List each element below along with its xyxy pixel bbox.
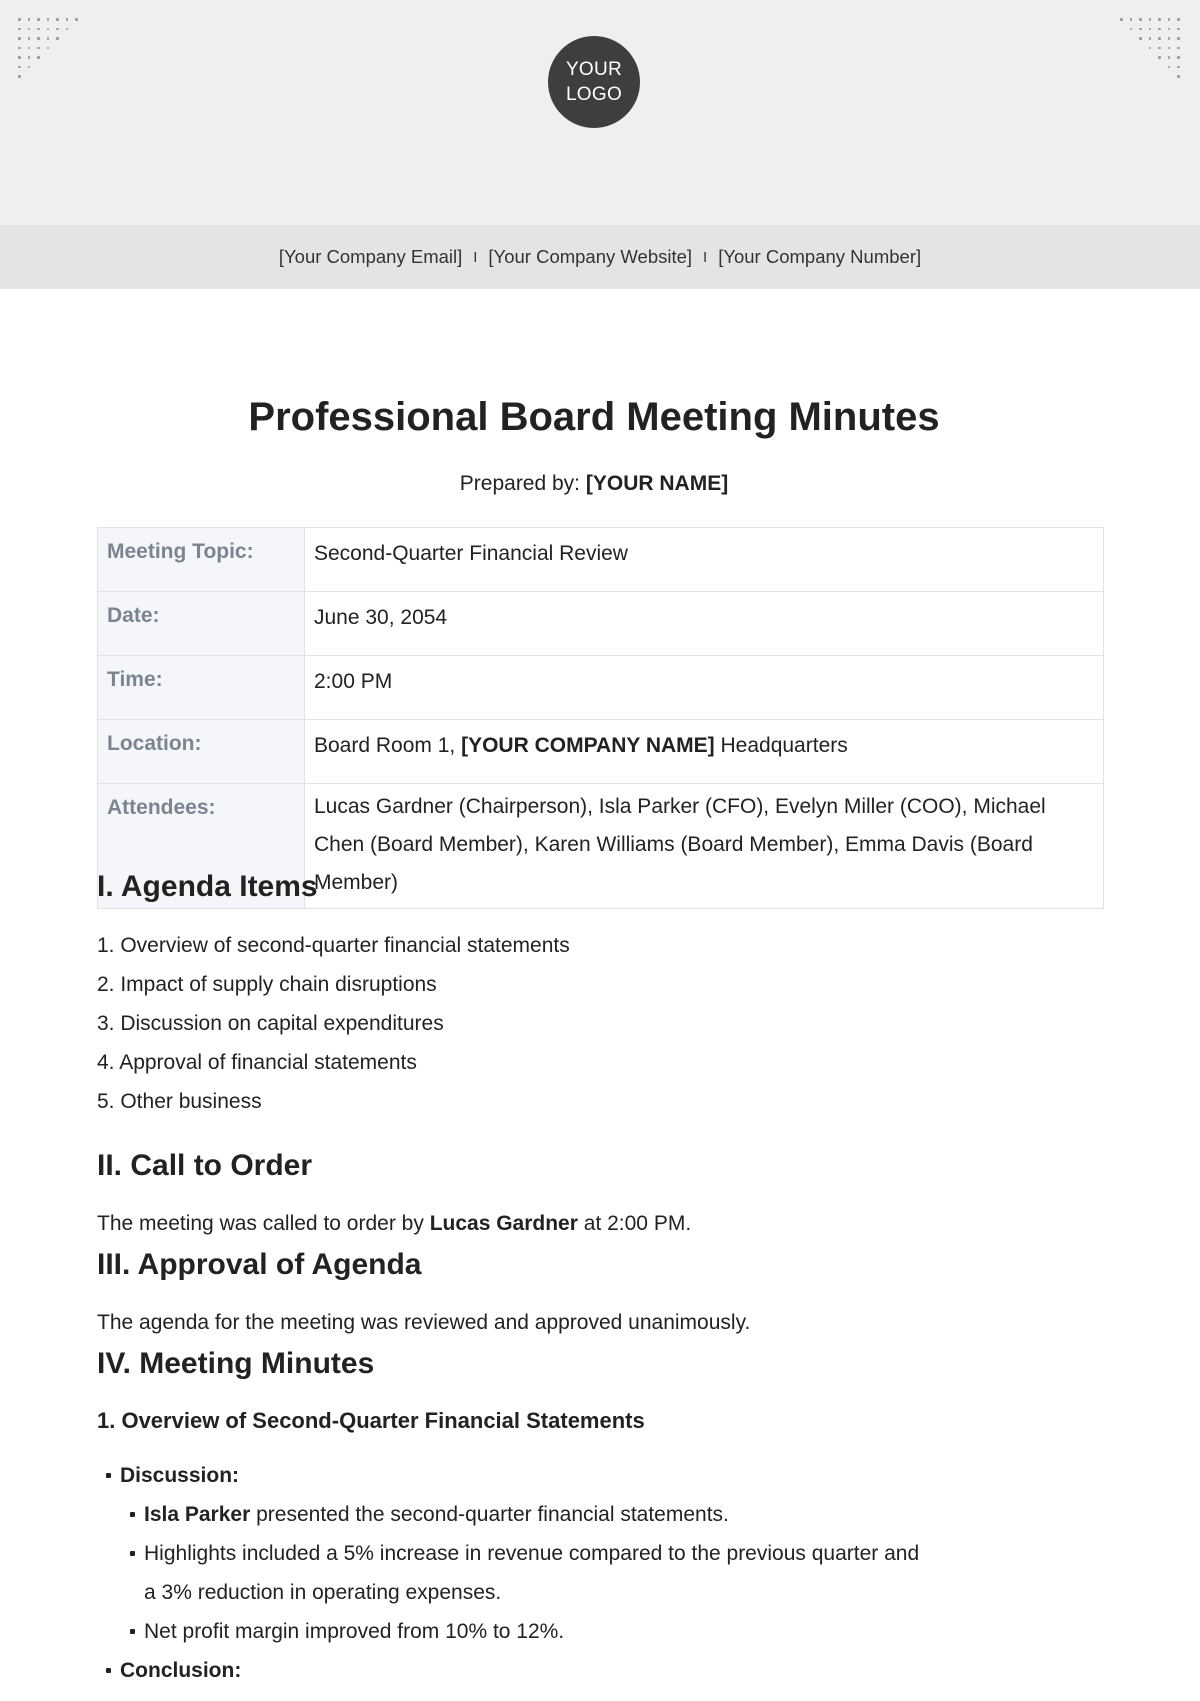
date-label: Date:	[98, 592, 305, 656]
discussion-item-continuation: a 3% reduction in operating expenses.	[144, 1581, 502, 1604]
call-to-order-text	[97, 1212, 691, 1236]
list-item: 5. Other business	[97, 1090, 262, 1113]
time-value: 2:00 PM	[305, 656, 1104, 720]
logo-text-line1: YOUR	[565, 59, 623, 80]
decorative-dot	[1149, 28, 1152, 31]
decorative-dot	[1177, 37, 1180, 40]
decorative-dot	[1168, 56, 1171, 59]
decorative-dot	[1177, 75, 1180, 78]
discussion-item: Highlights included a 5% increase in revenue compared to the previous quarter and	[144, 1534, 919, 1573]
decorative-dot	[1177, 18, 1180, 21]
discussion-text: presented the second-quarter financial statements.	[256, 1503, 729, 1526]
decorative-dot	[47, 37, 50, 40]
call-prefix: The meeting was called to order by	[97, 1212, 424, 1235]
discussion-person: Isla Parker	[144, 1503, 251, 1526]
decorative-dot	[56, 18, 59, 21]
meeting-info-table	[97, 527, 1104, 909]
prepared-by-name: [YOUR NAME]	[585, 472, 729, 495]
decorative-dot	[37, 56, 40, 59]
location-suffix: Headquarters	[720, 734, 848, 757]
table-row	[98, 592, 1104, 656]
decorative-dot	[1139, 28, 1142, 31]
table-row	[98, 528, 1104, 592]
decorative-dot	[1149, 47, 1152, 50]
location-value	[305, 720, 1104, 784]
decorative-dot	[28, 56, 31, 59]
decorative-dot	[28, 37, 31, 40]
location-company: [YOUR COMPANY NAME]	[461, 734, 715, 757]
meeting-minutes-heading: IV. Meeting Minutes	[97, 1347, 375, 1380]
decorative-dot	[1139, 18, 1142, 21]
discussion-item: Net profit margin improved from 10% to 12%.	[144, 1612, 564, 1651]
attendees-label: Attendees:	[98, 784, 305, 909]
decorative-dot	[56, 28, 59, 31]
contact-separator: I	[703, 248, 708, 266]
call-suffix: at 2:00 PM.	[583, 1212, 692, 1235]
list-item: 1. Overview of second-quarter financial statements	[97, 934, 570, 957]
decorative-dot	[47, 18, 50, 21]
contact-bar	[0, 225, 1200, 289]
decorative-dot	[66, 28, 69, 31]
document-title: Professional Board Meeting Minutes	[248, 395, 940, 439]
decorative-dot	[28, 28, 31, 31]
decorative-dot	[47, 47, 50, 50]
decorative-dot	[75, 18, 78, 21]
decorative-dot	[1130, 18, 1133, 21]
decorative-dot	[1149, 18, 1152, 21]
decorative-dot	[1130, 28, 1133, 31]
header-band	[0, 0, 1200, 225]
list-item: 2. Impact of supply chain disruptions	[97, 973, 437, 996]
minutes-subheading: 1. Overview of Second-Quarter Financial Statements	[97, 1408, 645, 1433]
discussion-label: Discussion:	[120, 1456, 239, 1495]
decorative-dot	[1177, 66, 1180, 69]
list-item: 4. Approval of financial statements	[97, 1051, 417, 1074]
contact-separator: I	[473, 248, 478, 266]
location-prefix: Board Room 1,	[314, 734, 456, 757]
decorative-dot	[18, 56, 21, 59]
location-label: Location:	[98, 720, 305, 784]
agenda-list	[97, 929, 570, 1124]
decorative-dot	[1177, 28, 1180, 31]
decorative-dot	[18, 75, 21, 78]
decorative-dot	[1139, 37, 1142, 40]
decorative-dot	[28, 18, 31, 21]
decorative-dot	[1168, 18, 1171, 21]
call-name: Lucas Gardner	[429, 1212, 578, 1235]
company-logo	[548, 36, 640, 128]
decorative-dot	[1158, 28, 1161, 31]
decorative-dot	[1158, 37, 1161, 40]
decorative-dot	[18, 37, 21, 40]
decorative-dot	[37, 28, 40, 31]
decorative-dot	[18, 18, 21, 21]
decorative-dot	[1177, 47, 1180, 50]
decorative-dot	[1158, 47, 1161, 50]
decorative-dot	[56, 37, 59, 40]
discussion-item	[144, 1495, 729, 1534]
decorative-dot	[28, 47, 31, 50]
decorative-dot	[1168, 66, 1171, 69]
decorative-dot	[1158, 18, 1161, 21]
decorative-dot	[18, 66, 21, 69]
decorative-dot	[47, 28, 50, 31]
decorative-dot	[37, 47, 40, 50]
attendees-value: Lucas Gardner (Chairperson), Isla Parker (CFO), Evelyn Miller (COO), Michael Chen (Board Member), Karen Williams (Board Member), Emma Davis (Board Member)	[305, 784, 1104, 909]
meeting-topic-value: Second-Quarter Financial Review	[305, 528, 1104, 592]
company-email: [Your Company Email]	[278, 246, 463, 267]
date-value: June 30, 2054	[305, 592, 1104, 656]
logo-text-line2: LOGO	[565, 84, 623, 105]
decorative-dot	[1168, 37, 1171, 40]
decorative-dot	[66, 18, 69, 21]
agenda-heading: I. Agenda Items	[97, 870, 318, 903]
decorative-dot	[28, 66, 31, 69]
table-row	[98, 720, 1104, 784]
call-to-order-heading: II. Call to Order	[97, 1149, 313, 1182]
decorative-dot	[1149, 37, 1152, 40]
list-item: 3. Discussion on capital expenditures	[97, 1012, 444, 1035]
decorative-dot	[1158, 56, 1161, 59]
approval-text: The agenda for the meeting was reviewed and approved unanimously.	[97, 1311, 751, 1334]
company-website: [Your Company Website]	[488, 246, 693, 267]
meeting-topic-label: Meeting Topic:	[98, 528, 305, 592]
time-label: Time:	[98, 656, 305, 720]
decorative-dot	[1168, 28, 1171, 31]
decorative-dot	[37, 37, 40, 40]
decorative-dot	[1120, 18, 1123, 21]
prepared-by	[0, 472, 1188, 496]
table-row	[98, 656, 1104, 720]
decorative-dot	[1168, 47, 1171, 50]
prepared-by-label: Prepared by:	[459, 472, 581, 495]
approval-heading: III. Approval of Agenda	[97, 1248, 422, 1281]
decorative-dot	[37, 18, 40, 21]
decorative-dot	[1177, 56, 1180, 59]
decorative-dot	[18, 28, 21, 31]
conclusion-label: Conclusion:	[120, 1651, 241, 1690]
decorative-dot	[18, 47, 21, 50]
company-number: [Your Company Number]	[718, 246, 922, 267]
